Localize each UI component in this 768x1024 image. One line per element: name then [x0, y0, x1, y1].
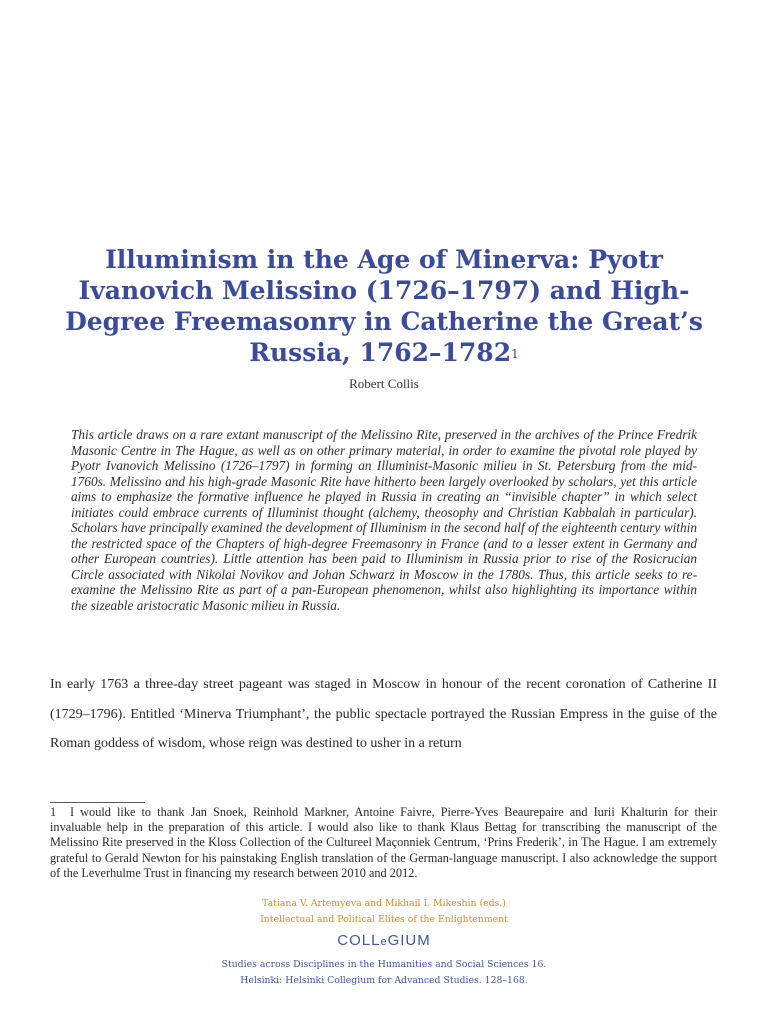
logo-part-1: COLL: [337, 932, 381, 949]
footnote-number: 1: [50, 805, 57, 819]
article-title-text: Illuminism in the Age of Minerva: Pyotr Ivanovich Melissino (1726–1797) and High-Degree Freemasonry in Catherine the Great’s Russia, 1762–1782: [65, 245, 703, 367]
footnote-divider: [50, 802, 145, 803]
publication-info: [0, 896, 768, 928]
logo-part-3: GIUM: [387, 932, 431, 949]
footnote-text: I would like to thank Jan Snoek, Reinhold Markner, Antoine Faivre, Pierre-Yves Beaurepaire and Iurii Khalturin for their invaluable help in the preparation of this article. I would also like to thank Klaus Bettag for transcribing the manuscript of the Melissino Rite preserved in the Kloss Collection of the Cultureel Maçonniek Centrum, ‘Prins Frederik’, in The Hague. I am extremely grateful to Gerald Newton for his painstaking English translation of the German-language manuscript. I also acknowledge the support of the Leverhulme Trust in financing my research between 2010 and 2012.: [50, 805, 717, 880]
article-title: [60, 244, 708, 368]
volume-title: Intellectual and Political Elites of the Enlightenment: [260, 914, 508, 925]
footnote: [50, 805, 717, 881]
abstract: This article draws on a rare extant manuscript of the Melissino Rite, preserved in the archives of the Prince Fredrik Masonic Centre in The Hague, as well as on other primary material, in order to examine the pivotal role played by Pyotr Ivanovich Melissino (1726–1797) in forming an Illuminist-Masonic milieu in St. Petersburg from the mid-1760s. Melissino and his high-grade Masonic Rite have hitherto been largely overlooked by scholars, yet this article aims to emphasize the formative influence he played in Russia in creating an “invisible chapter” in which select initiates could embrace currents of Illuminist thought (alchemy, theosophy and Christian Kabbalah in particular). Scholars have principally examined the development of Illuminism in the second half of the eighteenth century within the restricted space of the Chapters of high-degree Freemasonry in France (and to a lesser extent in Germany and other European countries). Little attention has been paid to Illuminism in Russia prior to rise of the Rosicrucian Circle associated with Nikolai Novikov and Johan Schwarz in Moscow in the 1780s. Thus, this article seeks to re-examine the Melissino Rite as part of a pan-European phenomenon, whilst also highlighting its importance within the sizeable aristocratic Masonic milieu in Russia.: [71, 427, 697, 613]
logo-part-2: e: [380, 936, 388, 948]
body-paragraph: In early 1763 a three-day street pageant was staged in Moscow in honour of the recent coronation of Catherine II (1729–1796). Entitled ‘Minerva Triumphant’, the public spectacle portrayed the Russian Empress in the guise of the Roman goddess of wisdom, whose reign was destined to usher in a return: [50, 677, 717, 751]
series-info: [0, 957, 768, 989]
editors-line: Tatiana V. Artemyeva and Mikhail I. Mikeshin (eds.): [262, 898, 506, 909]
collegium-logo: [0, 932, 768, 949]
imprint-line: Helsinki: Helsinki Collegium for Advanced Studies. 128–168.: [240, 975, 528, 986]
author-name: Robert Collis: [349, 376, 419, 391]
series-line: Studies across Disciplines in the Humanities and Social Sciences 16.: [221, 959, 547, 970]
title-footnote-marker[interactable]: 1: [511, 347, 519, 361]
